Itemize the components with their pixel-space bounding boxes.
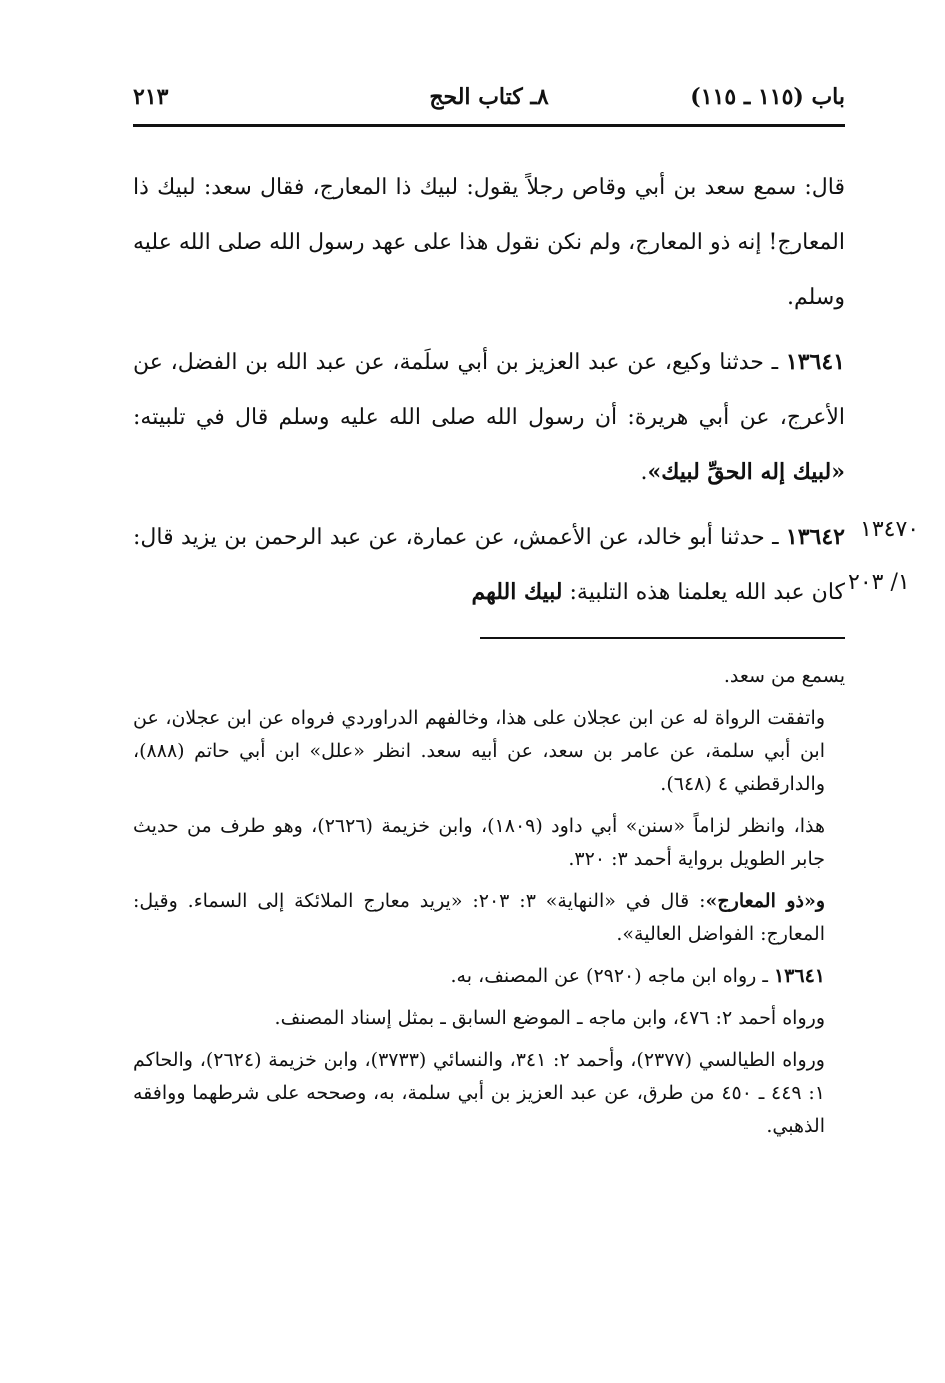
margin-reference: ١/ ٢٠٣ <box>848 570 910 595</box>
header-rule <box>133 124 845 127</box>
footnote: هذا، وانظر لزاماً «سنن» أبي داود (١٨٠٩)، وابن خزيمة (٢٦٢٦)، وهو طرف من حديث جابر الطويل برواية أحمد ٣: ٣٢٠. <box>133 815 825 870</box>
running-header <box>133 84 845 124</box>
hadith-end: . <box>640 460 648 485</box>
margin-reference: ١٣٤٧٠ <box>860 517 920 542</box>
footnote-hadith-number: ١٣٦٤١ <box>773 965 825 987</box>
hadith-quote: «لبيك إله الحقِّ لبيك» <box>647 459 845 485</box>
hadith-number: ١٣٦٤١ <box>785 349 845 375</box>
chapter-heading: باب (١١٥ ـ ١١٥) <box>690 84 845 110</box>
page-number: ٢١٣ <box>133 84 169 110</box>
paragraph-continuation: قال: سمع سعد بن أبي وقاص رجلاً يقول: لبيك ذا المعارج، فقال سعد: لبيك ذا المعارج! إنه ذو المعارج، ولم نكن نقول هذا على عهد رسول الله صلى الله عليه وسلم. <box>133 175 845 310</box>
footnote-term: و«ذو المعارج» <box>705 890 826 912</box>
hadith-text: ـ حدثنا وكيع، عن عبد العزيز بن أبي سلَمة، عن عبد الله بن الفضل، عن الأعرج، عن أبي هريرة: أن رسول الله صلى الله عليه وسلم قال في تلبيته: <box>133 350 845 430</box>
book-title: ٨ـ كتاب الحج <box>429 84 549 110</box>
hadith-number: ١٣٦٤٢ <box>785 524 845 550</box>
footnote <box>133 960 845 993</box>
footnote-separator <box>480 637 845 639</box>
footnote-text: ـ رواه ابن ماجه (٢٩٢٠) عن المصنف، به. <box>450 965 774 987</box>
hadith-quote: لبيك اللهم <box>471 579 563 605</box>
footnotes <box>133 660 845 1152</box>
footnote-text: : قال في «النهاية» ٣: ٢٠٣: «يريد معارج الملائكة إلى السماء. وقيل: المعارج: الفواضل العالية». <box>133 890 825 945</box>
main-text <box>133 160 845 630</box>
hadith-text: ـ حدثنا أبو خالد، عن الأعمش، عن عمارة، عن عبد الرحمن بن يزيد قال: كان عبد الله يعلمنا هذه التلبية: <box>133 525 845 605</box>
footnote: ورواه الطيالسي (٢٣٧٧)، وأحمد ٢: ٣٤١، والنسائي (٣٧٣٣)، وابن خزيمة (٢٦٢٤)، والحاكم ١: ٤٤٩ ـ ٤٥٠ من طرق، عن عبد العزيز بن أبي سلمة، به، وصححه على شرطهما ووافقه الذهبي. <box>133 1049 825 1137</box>
hadith-13641 <box>133 335 845 500</box>
footnote: واتفقت الرواة له عن ابن عجلان على هذا، وخالفهم الدراوردي فرواه عن ابن عجلان، عن ابن أبي سلمة، عن عامر بن سعد، عن أبيه سعد. انظر «علل» ابن أبي حاتم (٨٨٨)، والدارقطني ٤ (٦٤٨). <box>133 707 825 795</box>
hadith-13642 <box>133 510 845 620</box>
footnote: ورواه أحمد ٢: ٤٧٦، وابن ماجه ـ الموضع السابق ـ بمثل إسناد المصنف. <box>274 1007 825 1029</box>
footnote: يسمع من سعد. <box>723 665 845 687</box>
footnote <box>133 885 845 951</box>
